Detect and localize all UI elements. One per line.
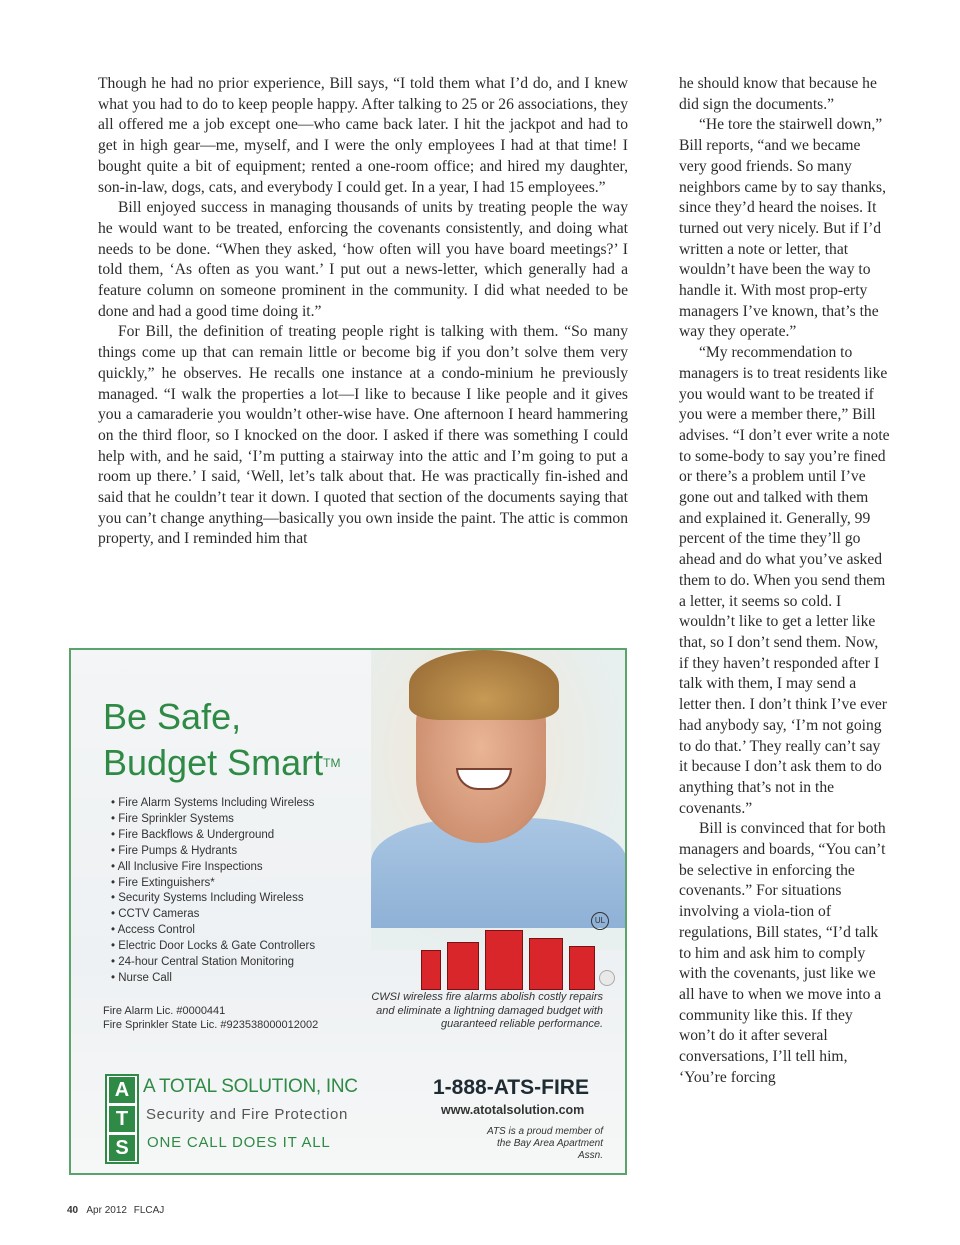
fire-sprinkler-license: Fire Sprinkler State Lic. #923538000012002 — [103, 1018, 319, 1031]
logo-letter: T — [109, 1106, 135, 1132]
paragraph: Though he had no prior experience, Bill says, “I told them what I’d do, and I knew what you had to do to keep people happy. After talking to 25 or 26 associations, they all offered me a job except one—who came back later. I hit the jackpot and had to get in high gear—me, myself, and I were the only employees I had at that time! I bought quite a bit of equipment; rented a one-room office; and hired my daughter, son-in-law, dogs, cats, and everybody I could get. In a year, I had 15 employees.” — [98, 75, 628, 196]
paragraph: Bill is convinced that for both managers and boards, “You can’t be selective in enforcing the covenants.” For situations involving a viola-tion of regulations, Bill states, “I’d talk to him and ask him to comply with the covenants, just like we all have to when we move into a community like this. If they won’t do it after several conversations, I’ll tell him, ‘You’re forcing — [679, 820, 886, 1086]
alarm-panel — [421, 950, 441, 990]
list-item: • All Inclusive Fire Inspections — [111, 860, 315, 876]
list-item: • Fire Sprinkler Systems — [111, 812, 315, 828]
advertisement[interactable] — [69, 648, 627, 1175]
ul-listed-icon: UL — [591, 912, 609, 930]
list-item: • Nurse Call — [111, 971, 315, 987]
alarm-panels-image — [411, 912, 621, 990]
feature-list — [111, 796, 315, 987]
article-right-column — [679, 74, 891, 1088]
list-item: • Fire Extinguishers* — [111, 876, 315, 892]
logo-letter: A — [109, 1077, 135, 1103]
fire-alarm-license: Fire Alarm Lic. #0000441 — [103, 1005, 226, 1017]
ad-headline-line2: Budget Smart — [103, 742, 324, 783]
list-item: • Security Systems Including Wireless — [111, 891, 315, 907]
paragraph: he should know that because he did sign the documents.” — [679, 75, 877, 113]
website-link[interactable]: www.atotalsolution.com — [441, 1103, 585, 1117]
paragraph: “He tore the stairwell down,” Bill reports, “and we became very good friends. So many neighbors came by to say thanks, since they’d heard the noises. It turned out very nicely. But if I’d written a note or letter, that wouldn’t have been the way to handle it. With most prop-erty managers I’ve known, that’s the way they operate.” — [679, 116, 887, 341]
ats-logo — [105, 1074, 139, 1164]
product-caption: CWSI wireless fire alarms abolish costly repairs and eliminate a lightning damaged budget with guaranteed reliable performance. — [371, 991, 603, 1030]
list-item: • Access Control — [111, 923, 315, 939]
ad-headline-line1: Be Safe, — [103, 696, 242, 737]
paragraph: “My recommendation to managers is to treat residents like you would want to be treated if you were a member there,” Bill advises. “I don’t ever write a note to some-body to say you’re fined or there’s a problem until I’ve gone out and talked with them and explained it. Generally, 99 percent of the time they’ll go ahead and do what you’ve asked them to do. When you send them a letter, it seems so cold. I wouldn’t like to get a letter like that, so I don’t send them. Now, if they haven’t responded after I talk with them, I may send a letter then. I don’t think I’ve ever had anybody say, ‘I’m not going to do that.’ They really can’t say it because I don’t ask them to do anything that’s not in the covenants.” — [679, 344, 890, 817]
company-tagline: Security and Fire Protection — [146, 1106, 348, 1123]
page-footer — [67, 1205, 168, 1217]
list-item: • Electric Door Locks & Gate Controllers — [111, 939, 315, 955]
phone-number[interactable]: 1-888-ATS-FIRE — [433, 1076, 589, 1099]
licenses — [103, 1005, 318, 1032]
list-item: • CCTV Cameras — [111, 907, 315, 923]
trademark-symbol: TM — [323, 756, 341, 770]
smoke-detector — [599, 970, 615, 986]
company-name: A TOTAL SOLUTION, INC — [143, 1076, 358, 1097]
logo-letter: S — [109, 1135, 135, 1161]
article-left-column — [98, 74, 628, 550]
list-item: • Fire Pumps & Hydrants — [111, 844, 315, 860]
publication-name: FLCAJ — [133, 1205, 165, 1216]
alarm-panel — [569, 946, 595, 990]
alarm-panel — [529, 938, 563, 990]
list-item: • 24-hour Central Station Monitoring — [111, 955, 315, 971]
alarm-panel — [447, 942, 479, 990]
ad-headline — [103, 694, 340, 786]
paragraph: For Bill, the definition of treating people right is talking with them. “So many things come up that can remain little or become big if you don’t solve them very quickly,” he observes. He recalls one instance at a condo-minium he previously managed. “I walk the properties a lot—I like to because I like people and it gives you a camaraderie you wouldn’t other-wise have. One afternoon I heard hammering on the third floor, so I knocked on the door. I asked if there was something I could help with, and he said, ‘I’m putting a stairway into the attic and I’m going to put a room up there.’ I said, ‘Well, let’s talk about that. He was practically fin-ished and said that he couldn’t tear it down. I quoted that section of the documents saying that you can’t change anything—basically you own inside the paint. The attic is common property, and I reminded him that — [98, 323, 628, 548]
paragraph: Bill enjoyed success in managing thousands of units by treating people the way he would want to be treated, enforcing the covenants consistently, and doing what needs to be done. “When they asked, ‘how often will you have board meetings?’ I told them, ‘As often as you want.’ I put out a news-letter, which generally had a feature column on someone prominent in the community. I did what needed to be done and had a good time doing it.” — [98, 199, 628, 320]
list-item: • Fire Backflows & Underground — [111, 828, 315, 844]
ad-photo-hair — [409, 650, 559, 720]
page-number: 40 — [67, 1205, 79, 1216]
issue-date: Apr 2012 — [86, 1205, 127, 1216]
membership-note: ATS is a proud member of the Bay Area Apartment Assn. — [487, 1126, 603, 1161]
company-slogan: ONE CALL DOES IT ALL — [147, 1134, 331, 1151]
list-item: • Fire Alarm Systems Including Wireless — [111, 796, 315, 812]
alarm-panel — [485, 930, 523, 990]
